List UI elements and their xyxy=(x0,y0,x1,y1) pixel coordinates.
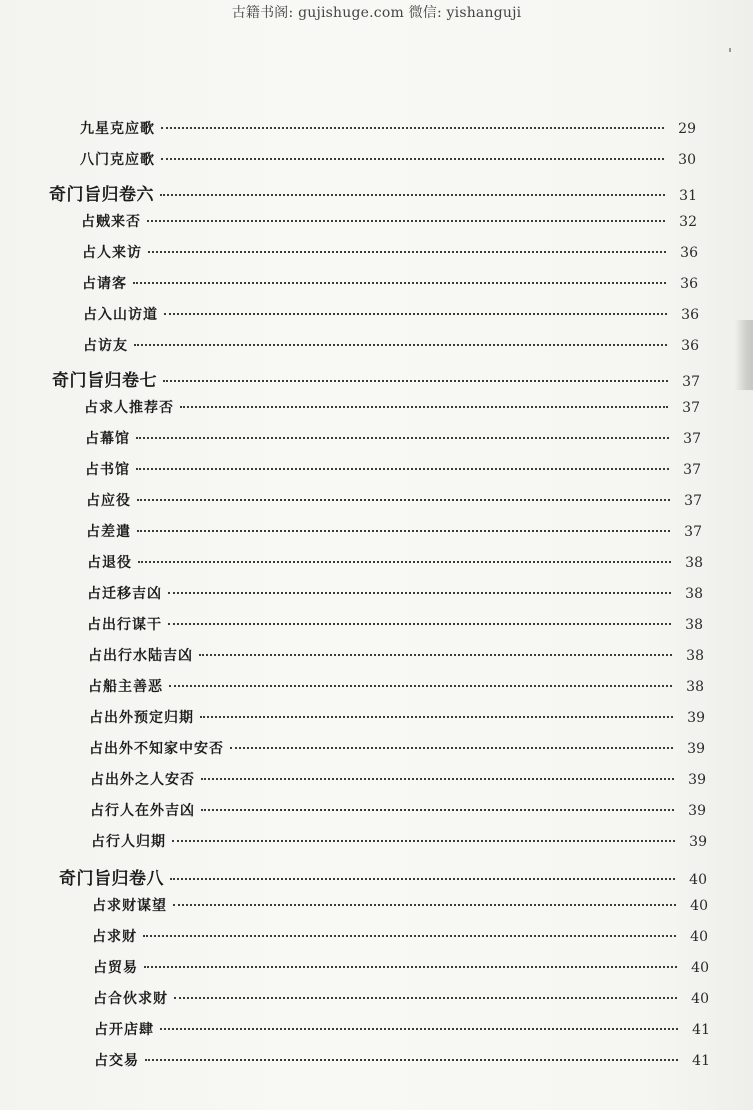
toc-entry-row xyxy=(83,304,699,328)
toc-title: 占交易 xyxy=(94,1053,139,1069)
toc-page-number: 41 xyxy=(692,1053,710,1069)
toc-page-number: 40 xyxy=(690,898,708,914)
toc-title: 占出外之人安否 xyxy=(90,772,195,788)
toc-page-number: 37 xyxy=(684,493,702,509)
toc-title: 占书馆 xyxy=(85,462,130,478)
toc-entry-row xyxy=(89,707,705,731)
toc-title: 占访友 xyxy=(83,338,128,354)
toc-page-number: 38 xyxy=(686,648,704,664)
toc-page-number: 39 xyxy=(687,741,705,757)
toc-leader-dots xyxy=(201,778,674,780)
toc-page-number: 39 xyxy=(689,834,707,850)
toc-entry-row xyxy=(88,676,704,700)
toc-title: 奇门旨归卷七 xyxy=(52,371,157,391)
toc-page-number: 38 xyxy=(685,555,703,571)
toc-title: 占行人在外吉凶 xyxy=(90,803,195,819)
toc-entry-row xyxy=(87,583,703,607)
toc-entry-row xyxy=(94,1019,710,1043)
toc-entry-row xyxy=(87,614,703,638)
toc-title: 占贸易 xyxy=(93,960,138,976)
toc-leader-dots xyxy=(169,685,672,687)
toc-title: 奇门旨归卷六 xyxy=(49,185,154,205)
toc-page-number: 30 xyxy=(678,152,696,168)
toc-page-number: 40 xyxy=(690,929,708,945)
toc-title: 占求人推荐否 xyxy=(84,400,174,416)
toc-leader-dots xyxy=(168,592,671,594)
toc-page-number: 31 xyxy=(679,188,697,204)
toc-entry-row xyxy=(85,459,701,483)
toc-page-number: 37 xyxy=(682,374,700,390)
toc-title: 占出行谋干 xyxy=(87,617,162,633)
toc-leader-dots xyxy=(161,158,664,160)
toc-leader-dots xyxy=(163,380,668,382)
toc-leader-dots xyxy=(145,1059,678,1061)
toc-leader-dots xyxy=(147,220,665,222)
toc-page-number: 36 xyxy=(681,307,699,323)
toc-title: 占退役 xyxy=(87,555,132,571)
toc-entry-row xyxy=(92,926,708,950)
toc-chapter-row xyxy=(49,180,697,204)
toc-title: 占求财谋望 xyxy=(92,898,167,914)
toc-leader-dots xyxy=(200,716,673,718)
toc-leader-dots xyxy=(136,437,669,439)
toc-entry-row xyxy=(92,895,708,919)
toc-leader-dots xyxy=(173,904,676,906)
toc-leader-dots xyxy=(160,194,665,196)
toc-page-number: 38 xyxy=(685,586,703,602)
toc-entry-row xyxy=(90,800,706,824)
toc-entry-row xyxy=(82,242,698,266)
toc-leader-dots xyxy=(137,499,670,501)
toc-title: 占贼来否 xyxy=(81,214,141,230)
toc-entry-row xyxy=(89,738,705,762)
toc-title: 占求财 xyxy=(92,929,137,945)
toc-chapter-row xyxy=(59,864,707,888)
toc-leader-dots xyxy=(143,935,676,937)
toc-entry-row xyxy=(88,645,704,669)
toc-page-number: 41 xyxy=(692,1022,710,1038)
toc-page-number: 38 xyxy=(685,617,703,633)
toc-page-number: 36 xyxy=(681,338,699,354)
toc-page-number: 38 xyxy=(686,679,704,695)
toc-page-number: 39 xyxy=(688,803,706,819)
toc-title: 占出行水陆吉凶 xyxy=(88,648,193,664)
toc-entry-row xyxy=(93,957,709,981)
toc-title: 奇门旨归卷八 xyxy=(59,869,164,889)
watermark-text: 古籍书阁: gujishuge.com 微信: yishanguji xyxy=(231,5,522,21)
toc-title: 占合伙求财 xyxy=(93,991,168,1007)
toc-title: 八门克应歌 xyxy=(80,152,155,168)
toc-title: 占船主善恶 xyxy=(88,679,163,695)
toc-entry-row xyxy=(91,831,707,855)
toc-leader-dots xyxy=(170,878,675,880)
toc-entry-row xyxy=(93,988,709,1012)
toc-entry-row xyxy=(81,211,697,235)
toc-entry-row xyxy=(94,1050,710,1074)
toc-entry-row xyxy=(90,769,706,793)
toc-entry-row xyxy=(85,428,701,452)
toc-title: 占应役 xyxy=(86,493,131,509)
toc-entry-row xyxy=(82,273,698,297)
toc-leader-dots xyxy=(201,809,674,811)
toc-leader-dots xyxy=(230,747,673,749)
toc-page-number: 37 xyxy=(683,431,701,447)
toc-title: 占差遣 xyxy=(86,524,131,540)
toc-title: 占出外预定归期 xyxy=(89,710,194,726)
toc-entry-row xyxy=(84,397,700,421)
toc-leader-dots xyxy=(138,561,671,563)
toc-page-number: 36 xyxy=(680,245,698,261)
toc-page-number: 36 xyxy=(680,276,698,292)
toc-page-number: 37 xyxy=(683,462,701,478)
toc-leader-dots xyxy=(134,344,667,346)
toc-leader-dots xyxy=(136,468,669,470)
toc-entry-row xyxy=(80,149,696,173)
toc-page-number: 32 xyxy=(679,214,697,230)
toc-page-number: 39 xyxy=(688,772,706,788)
toc-leader-dots xyxy=(144,966,677,968)
toc-leader-dots xyxy=(168,623,671,625)
toc-title: 占请客 xyxy=(82,276,127,292)
toc-page-number: 39 xyxy=(687,710,705,726)
toc-page-number: 40 xyxy=(691,991,709,1007)
toc-entry-row xyxy=(86,521,702,545)
toc-page-number: 40 xyxy=(691,960,709,976)
toc-leader-dots xyxy=(148,251,666,253)
toc-leader-dots xyxy=(161,127,664,129)
toc-entry-row xyxy=(87,552,703,576)
toc-leader-dots xyxy=(174,997,677,999)
toc-entry-row xyxy=(86,490,702,514)
toc-leader-dots xyxy=(199,654,672,656)
toc-title: 占行人归期 xyxy=(91,834,166,850)
toc-leader-dots xyxy=(180,406,668,408)
toc-title: 占迁移吉凶 xyxy=(87,586,162,602)
toc-leader-dots xyxy=(172,840,675,842)
toc-entry-row xyxy=(83,335,699,359)
toc-page-number: 29 xyxy=(678,121,696,137)
toc-leader-dots xyxy=(164,313,667,315)
toc-leader-dots xyxy=(160,1028,678,1030)
toc-title: 九星克应歌 xyxy=(80,121,155,137)
toc-page-number: 37 xyxy=(682,400,700,416)
toc-page-number: 37 xyxy=(684,524,702,540)
toc-title: 占幕馆 xyxy=(85,431,130,447)
toc-title: 占人来访 xyxy=(82,245,142,261)
toc-leader-dots xyxy=(137,530,670,532)
toc-leader-dots xyxy=(133,282,666,284)
toc-chapter-row xyxy=(52,366,700,390)
toc-title: 占开店肆 xyxy=(94,1022,154,1038)
toc-title: 占出外不知家中安否 xyxy=(89,741,224,757)
toc-title: 占入山访道 xyxy=(83,307,158,323)
toc-page-number: 40 xyxy=(689,872,707,888)
toc-entry-row xyxy=(80,118,696,142)
